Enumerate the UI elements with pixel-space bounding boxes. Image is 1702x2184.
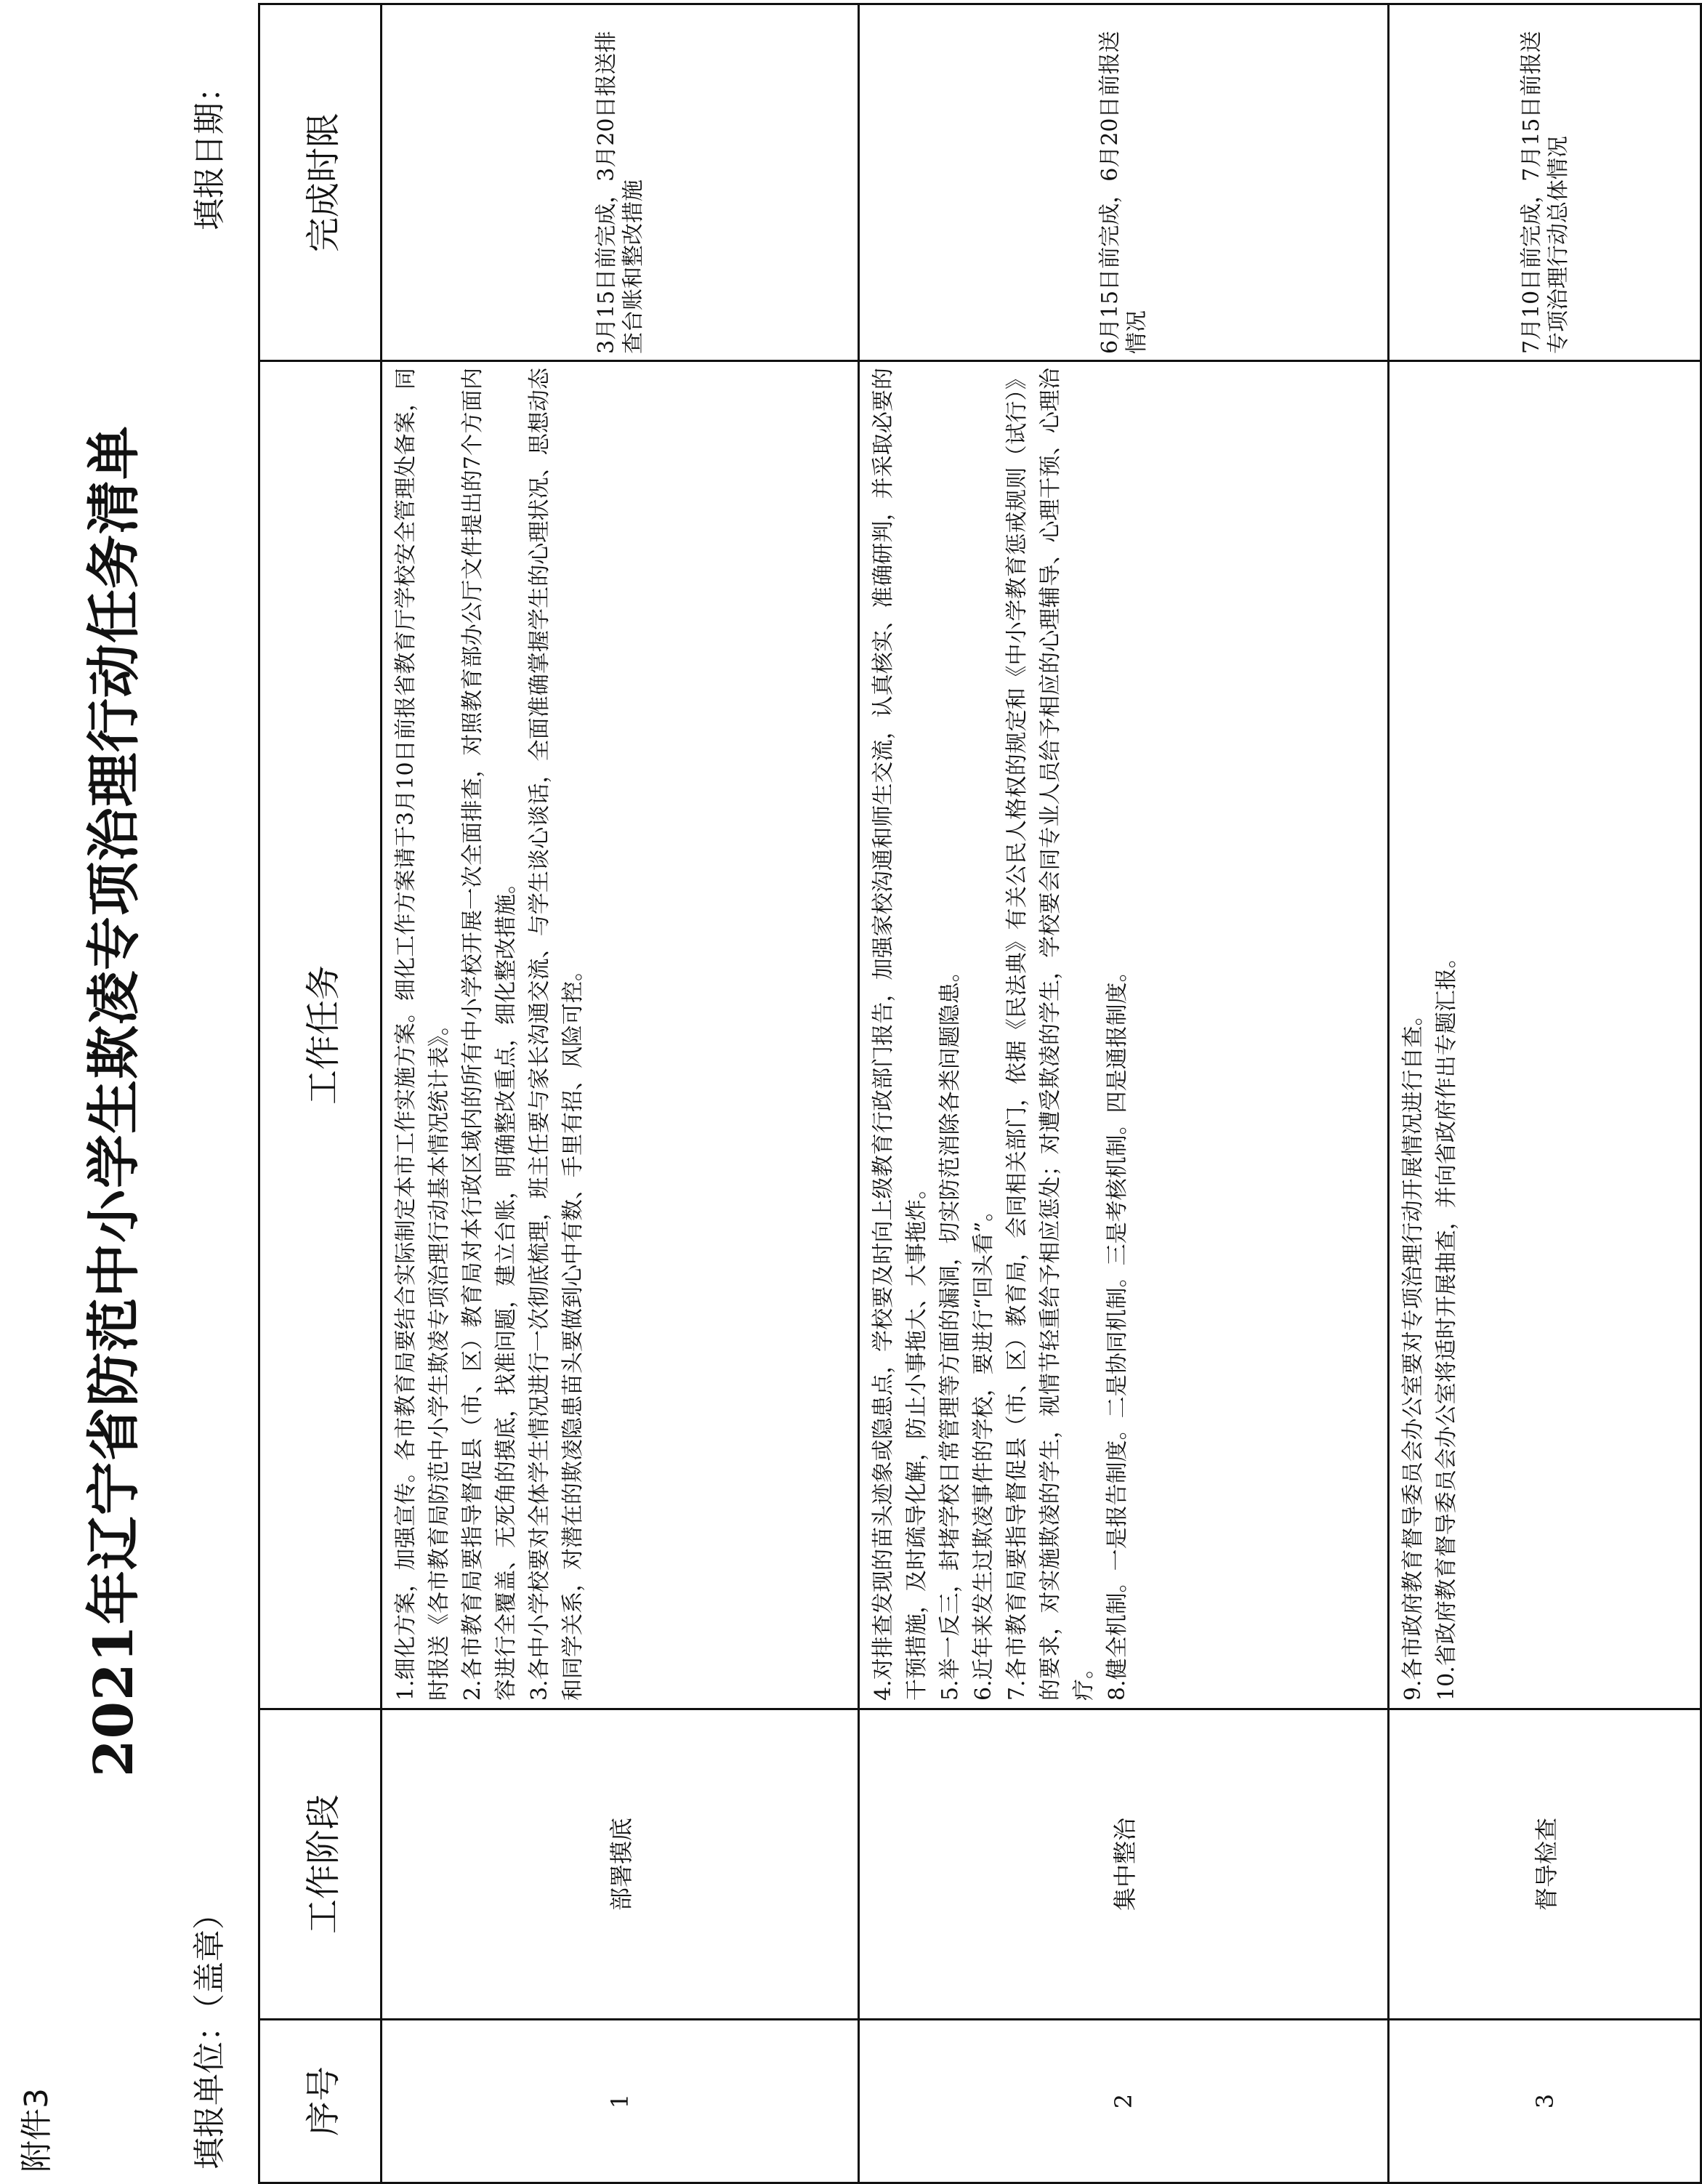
task-item: 8.健全机制。一是报告制度。二是协同机制。三是考核机制。四是通报制度。 — [1105, 960, 1130, 1701]
row-phase: 集中整治 — [859, 1709, 1389, 2020]
row-tasks — [382, 361, 859, 1709]
row-seq: 1 — [382, 2020, 859, 2183]
task-item: 4.对排查发现的苗头迹象或隐患点，学校要及时向上级教育行政部门报告，加强家校沟通和师生交流，认真核实、准确研判，并采取必要的干预措施，及时疏导化解，防止小事拖大、大事拖炸。 — [871, 368, 929, 1701]
table-row — [1389, 4, 1701, 2183]
task-table — [258, 3, 1702, 2184]
row-seq: 2 — [859, 2020, 1389, 2183]
row-deadline — [859, 4, 1389, 361]
row-tasks — [859, 361, 1389, 1709]
header-tasks: 工作任务 — [259, 361, 382, 1709]
task-item: 5.举一反三，封堵学校日常管理等方面的漏洞，切实防范消除各类问题隐患。 — [937, 960, 963, 1701]
deadline-text: 6月15日前完成，6月20日前报送情况 — [1097, 31, 1150, 354]
row-tasks — [1389, 361, 1701, 1709]
header-deadline: 完成时限 — [259, 4, 382, 361]
deadline-text: 7月10日前完成，7月15日前报送专项治理行动总体情况 — [1518, 31, 1571, 354]
table-row — [382, 4, 859, 2183]
deadline-text: 3月15日前完成，3月20日报送排查台账和整改措施 — [594, 31, 646, 354]
task-item: 2.各市教育局要指导督促县（市、区）教育局对本行政区域内的所有中小学校开展一次全面排查，对照教育部办公厅文件提出的7个方面内容进行全覆盖、无死角的摸底，找准问题，建立台账，明确整改重点，细化整改措施。 — [460, 368, 519, 1701]
header-seq: 序号 — [259, 2020, 382, 2183]
task-item: 1.细化方案，加强宣传。各市教育局要结合实际制定本市工作实施方案。细化工作方案请于3月10日前报省教育厅学校安全管理处备案，同时报送《各市教育局防范中小学生欺凌专项治理行动基本情况统计表》。 — [393, 368, 452, 1701]
page-title: 2021年辽宁省防范中小学生欺凌专项治理行动任务清单 — [83, 425, 145, 1777]
row-deadline — [382, 4, 859, 361]
row-phase: 部署摸底 — [382, 1709, 859, 2020]
row-deadline — [1389, 4, 1701, 361]
row-seq: 3 — [1389, 2020, 1701, 2183]
header-phase: 工作阶段 — [259, 1709, 382, 2020]
task-item: 7.各市教育局要指导督促县（市、区）教育局，会同相关部门，依据《民法典》有关公民人格权的规定和《中小学教育惩戒规则（试行）》的要求，对实施欺凌的学生，视情节轻重给予相应惩处；对遭受欺凌的学生，学校要会同专业人员给予相应的心理辅导、心理干预、心理治疗。 — [1004, 368, 1097, 1701]
attachment-label: 附件3 — [18, 2088, 55, 2172]
row-phase: 督导检查 — [1389, 1709, 1701, 2020]
task-item: 9.各市政府教育督导委员会办公室要对专项治理行动开展情况进行自查。 — [1400, 1004, 1426, 1701]
fill-date-label: 填报日期： — [191, 70, 228, 230]
task-item: 6.近年来发生过欺凌事件的学校，要进行“回头看”。 — [971, 1199, 996, 1701]
table-row — [859, 4, 1389, 2183]
fill-unit-label: 填报单位：（盖章） — [191, 1898, 228, 2169]
task-item: 3.各中小学校要对全体学生情况进行一次彻底梳理，班主任要与家长沟通交流、与学生谈心谈话，全面准确掌握学生的心理状况、思想动态和同学关系，对潜在的欺凌隐患苗头要做到心中有数、手里有招、风险可控。 — [527, 368, 586, 1701]
table-header-row — [259, 4, 382, 2183]
task-item: 10.省政府教育督导委员会办公室将适时开展抽查，并向省政府作出专题汇报。 — [1434, 946, 1459, 1701]
